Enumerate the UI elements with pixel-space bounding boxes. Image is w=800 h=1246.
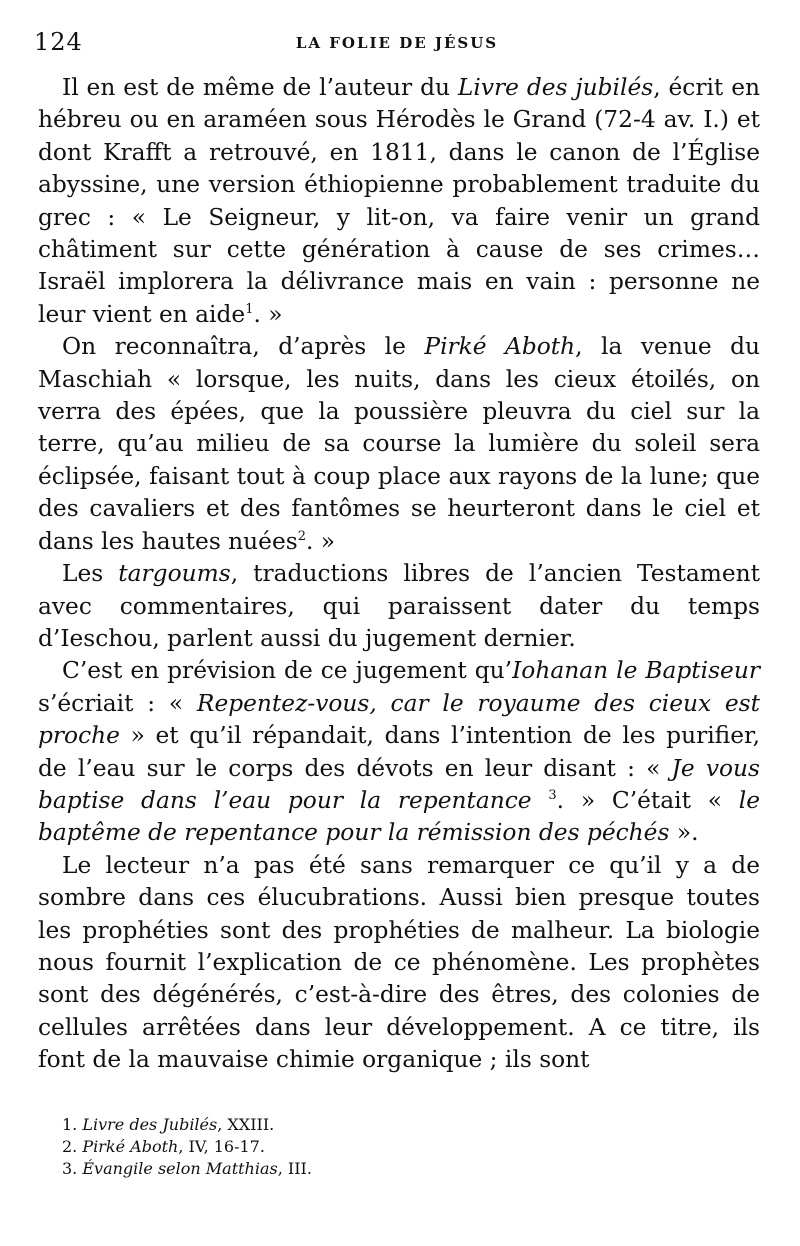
footnote-ref: 2 (297, 528, 306, 544)
italic-run: le baptême de repentance pour la rémission des péchés (38, 786, 760, 847)
italic-run: Pirké Aboth (424, 333, 576, 361)
footnote-number: 1. (62, 1115, 78, 1134)
text-run: On reconnaîtra, d’après le (62, 333, 425, 361)
footnote-number: 2. (62, 1137, 78, 1156)
text-run: C’est en prévision de ce jugement qu’ (62, 657, 513, 685)
text-run: Il en est de même de l’auteur du (62, 74, 458, 101)
italic-run: Livre des jubilés (457, 74, 654, 101)
running-title: LA FOLIE DE JÉSUS (295, 34, 499, 52)
page-header (34, 28, 760, 60)
footnote-number: 3. (62, 1159, 78, 1178)
text-run: . » C’était « (556, 786, 739, 814)
footnote-title: Évangile selon Matthias (82, 1159, 278, 1178)
text-run: » et qu’il répandait, dans l’intention de les purifier, de l’eau sur le corps des dévots en leur disant : « (38, 722, 760, 782)
footnote-title: Livre des Jubilés (82, 1115, 218, 1134)
footnote-title: Pirké Aboth (82, 1137, 179, 1156)
italic-run: Je vous baptise dans l’eau pour la repentance (38, 754, 760, 814)
italic-run: Repentez-vous, car le royaume des cieux est proche (38, 689, 760, 750)
page-number: 124 (34, 28, 83, 56)
text-run: Les (62, 560, 119, 588)
text-run: . » (306, 527, 336, 555)
footnote-reference: , III. (277, 1159, 312, 1178)
text-run: . » (253, 300, 283, 328)
italic-run: Iohanan le Baptiseur (512, 657, 760, 685)
footnote-reference: , XXIII. (217, 1115, 275, 1134)
text-run: s’écriait : « (38, 689, 197, 717)
footnote-reference: , IV, 16-17. (178, 1137, 265, 1156)
text-run (532, 787, 549, 814)
footnote-ref: 1 (245, 301, 254, 317)
text-run: , traductions libres de l’ancien Testament avec commentaires, qui paraissent dater du temps d’Ieschou, parlent aussi du jugement dernier. (38, 560, 760, 652)
footnote (62, 1114, 762, 1136)
italic-run: targoums (118, 560, 231, 588)
paragraph (38, 72, 760, 331)
paragraph (38, 558, 760, 655)
paragraph (38, 655, 760, 849)
paragraph (38, 331, 760, 558)
body-text (38, 72, 760, 1077)
text-run: , écrit en hébreu ou en araméen sous Hérodès le Grand (72-4 av. I.) et dont Krafft a retrouvé, en 1811, dans le canon de l’Église abyssine, une version éthiopienne probablement traduite du grec : « Le Seigneur, y lit-on, va faire venir un grand châtiment sur cette génération à cause de ses crimes… Israël implorera la délivrance mais en vain : personne ne leur vient en aide (38, 74, 760, 328)
footnote-ref: 3 (548, 787, 557, 803)
paragraph (38, 850, 760, 1077)
text-run: Le lecteur n’a pas été sans remarquer ce qu’il y a de sombre dans ces élucubrations. Aussi bien presque toutes les prophéties sont des prophéties de malheur. La biologie nous fournit l’explication de ce phénomène. Les prophètes sont des dégénérés, c’est-à-dire des êtres, des colonies de cellules arrêtées dans leur développement. A ce titre, ils font de la mauvaise chimie organique ; ils sont (38, 851, 760, 1074)
footnote (62, 1158, 762, 1180)
footnote (62, 1136, 762, 1158)
footnotes (62, 1114, 762, 1180)
text-run: ». (669, 819, 699, 847)
text-run: , la venue du Maschiah « lorsque, les nuits, dans les cieux étoilés, on verra des épées, que la poussière pleuvra du ciel sur la terre, qu’au milieu de sa course la lumière du soleil sera éclipsée, faisant tout à coup place aux rayons de la lune; que des cavaliers et des fantômes se heurteront dans le ciel et dans les hautes nuées (38, 333, 761, 555)
